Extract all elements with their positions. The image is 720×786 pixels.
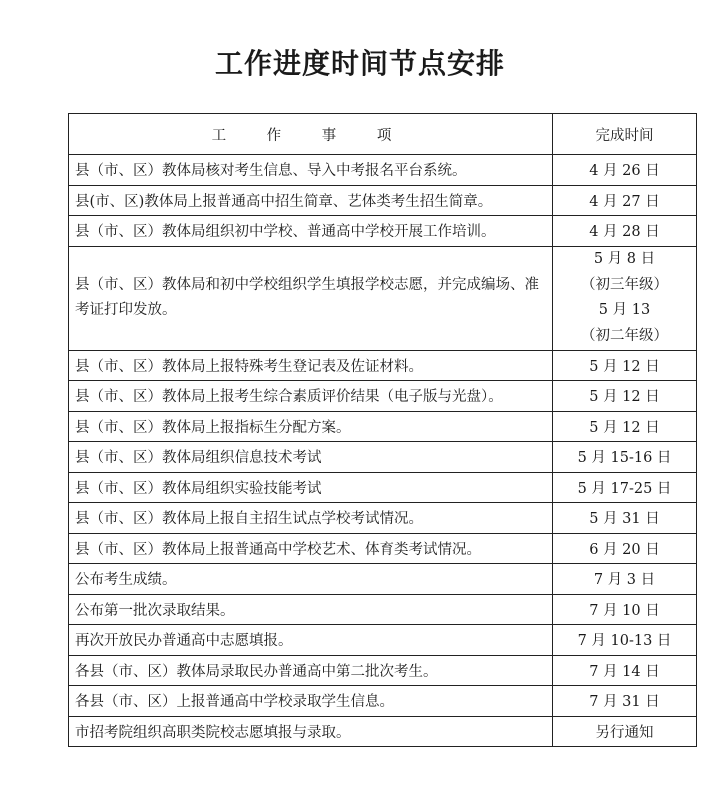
table-row	[69, 155, 697, 186]
header-task: 工 作 事 项	[69, 114, 553, 155]
date-cell: 5 月 12 日	[553, 350, 697, 381]
table-row	[69, 625, 697, 656]
date-line: （初三年级）	[581, 276, 668, 293]
schedule-table	[68, 113, 697, 747]
task-cell: 公布第一批次录取结果。	[69, 594, 553, 625]
task-cell: 县（市、区）教体局上报自主招生试点学校考试情况。	[69, 503, 553, 534]
task-cell: 县（市、区）教体局上报特殊考生登记表及佐证材料。	[69, 350, 553, 381]
date-cell: 5 月 12 日	[553, 381, 697, 412]
table-row	[69, 564, 697, 595]
task-cell: 县（市、区）教体局组织初中学校、普通高中学校开展工作培训。	[69, 216, 553, 247]
table-row	[69, 381, 697, 412]
date-line: 5 月 13	[598, 302, 651, 318]
table-row	[69, 246, 697, 350]
date-line: 5 月 8 日	[593, 251, 656, 267]
date-cell: 5 月 31 日	[553, 503, 697, 534]
task-cell: 县(市、区)教体局上报普通高中招生简章、艺体类考生招生简章。	[69, 185, 553, 216]
page-title: 工作进度时间节点安排	[214, 47, 505, 80]
date-cell	[553, 246, 697, 350]
date-cell: 7 月 10-13 日	[553, 625, 697, 656]
table-row	[69, 442, 697, 473]
task-cell: 县（市、区）教体局上报考生综合素质评价结果（电子版与光盘）。	[69, 381, 553, 412]
task-cell: 县（市、区）教体局上报指标生分配方案。	[69, 411, 553, 442]
table-row	[69, 686, 697, 717]
task-cell: 各县（市、区）教体局录取民办普通高中第二批次考生。	[69, 655, 553, 686]
task-cell: 各县（市、区）上报普通高中学校录取学生信息。	[69, 686, 553, 717]
date-cell: 7 月 10 日	[553, 594, 697, 625]
date-cell: 7 月 3 日	[553, 564, 697, 595]
table-row	[69, 503, 697, 534]
table-row	[69, 655, 697, 686]
header-date: 完成时间	[553, 114, 697, 155]
table-row	[69, 350, 697, 381]
task-cell: 县（市、区）教体局组织信息技术考试	[69, 442, 553, 473]
date-cell: 另行通知	[553, 716, 697, 747]
task-cell: 再次开放民办普通高中志愿填报。	[69, 625, 553, 656]
date-cell: 5 月 15-16 日	[553, 442, 697, 473]
table-header-row	[69, 114, 697, 155]
table-row	[69, 472, 697, 503]
table-row	[69, 594, 697, 625]
date-cell: 5 月 17-25 日	[553, 472, 697, 503]
task-cell: 县（市、区）教体局组织实验技能考试	[69, 472, 553, 503]
date-line: （初二年级）	[581, 327, 668, 344]
date-cell: 7 月 31 日	[553, 686, 697, 717]
date-cell: 5 月 12 日	[553, 411, 697, 442]
task-cell: 市招考院组织高职类院校志愿填报与录取。	[69, 716, 553, 747]
task-cell: 县（市、区）教体局和初中学校组织学生填报学校志愿，并完成编场、准考证打印发放。	[69, 246, 553, 350]
date-cell: 6 月 20 日	[553, 533, 697, 564]
table-row	[69, 216, 697, 247]
table-row	[69, 716, 697, 747]
task-cell: 公布考生成绩。	[69, 564, 553, 595]
table-row	[69, 185, 697, 216]
date-cell: 4 月 27 日	[553, 185, 697, 216]
date-cell: 7 月 14 日	[553, 655, 697, 686]
date-cell: 4 月 28 日	[553, 216, 697, 247]
table-row	[69, 533, 697, 564]
table-row	[69, 411, 697, 442]
task-cell: 县（市、区）教体局上报普通高中学校艺术、体育类考试情况。	[69, 533, 553, 564]
date-cell: 4 月 26 日	[553, 155, 697, 186]
task-cell: 县（市、区）教体局核对考生信息、导入中考报名平台系统。	[69, 155, 553, 186]
